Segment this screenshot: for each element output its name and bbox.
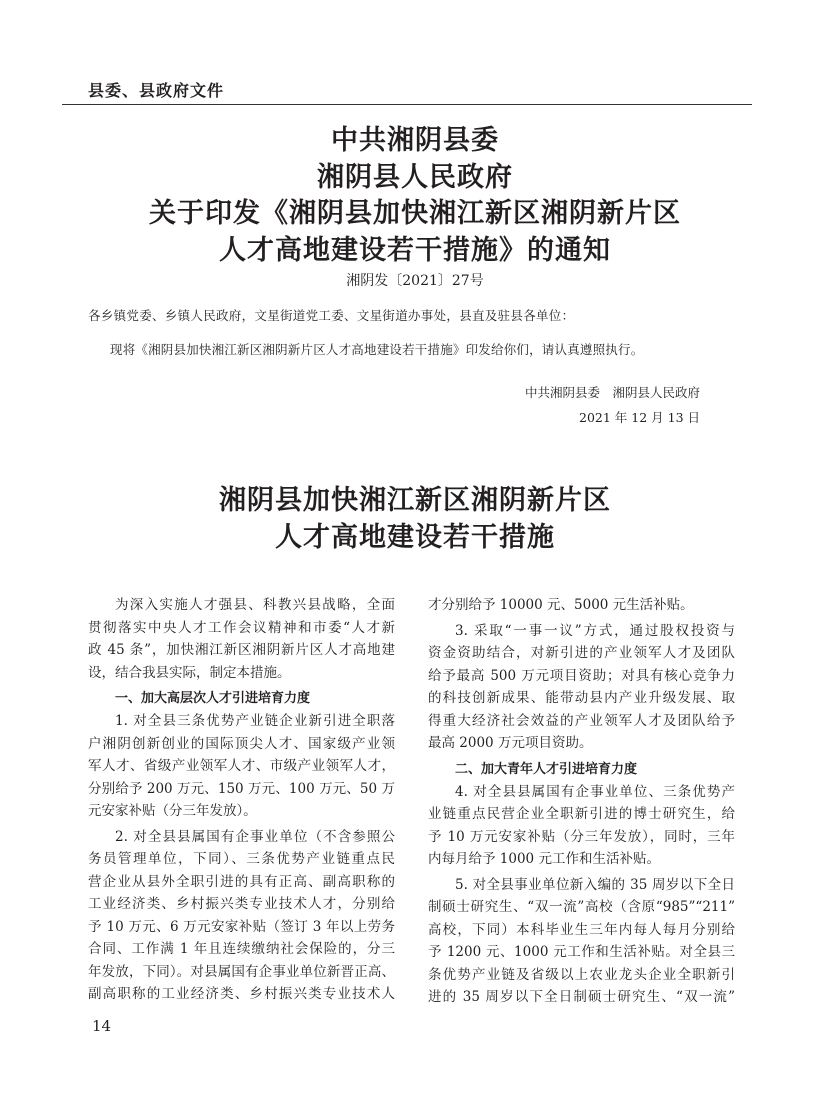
- paragraph-line: 户湘阴创新创业的国际顶尖人才、国家级产业领: [88, 735, 395, 752]
- issue-date: 2021 年 12 月 13 日: [579, 410, 700, 425]
- paragraph: [88, 826, 395, 1006]
- paragraph-line: 制硕士研究生、“双一流”高校（含原“985”“211”: [428, 899, 735, 915]
- paragraph: [428, 620, 735, 755]
- notice-title-line: 湘阴县人民政府: [317, 162, 513, 193]
- paragraph: [88, 594, 395, 684]
- measures-title-line: 湘阴县加快湘江新区湘阴新片区: [219, 485, 611, 516]
- paragraph-line: 工业经济类、乡村振兴类专业技术人才，分别给: [88, 896, 395, 912]
- paragraph-line: 年发放，下同）。对县属国有企事业单位新晋正高、: [88, 963, 395, 980]
- paragraph-line: 设，结合我县实际，制定本措施。: [88, 664, 291, 681]
- measures-title-line: 人才高地建设若干措施: [275, 522, 555, 553]
- text-column-left: [88, 594, 395, 1009]
- paragraph-line: 给予最高 500 万元项目资助；对具有核心竞争力: [428, 667, 735, 684]
- paragraph-line: 5. 对全县事业单位新入编的 35 周岁以下全日: [455, 876, 735, 893]
- notice-title-line: 人才高地建设若干措施》的通知: [219, 235, 611, 266]
- notice-title-line: 中共湘阴县委: [331, 125, 499, 156]
- paragraph-line: 军人才、省级产业领军人才、市级产业领军人才，: [88, 758, 395, 774]
- paragraph: [428, 781, 735, 871]
- paragraph-line: 得重大经济社会效益的产业领军人才及团队给予: [428, 712, 735, 729]
- paragraph-line: 的科技创新成果、能带动县内产业升级发展、取: [428, 690, 735, 706]
- text-column-right: [428, 594, 735, 1012]
- header-rule: [62, 104, 752, 105]
- paragraph-line: 最高 2000 万元项目资助。: [428, 735, 593, 751]
- notice-body: 现将《湘阴县加快湘江新区湘阴新片区人才高地建设若干措施》印发给你们，请认真遵照执行。: [110, 342, 644, 357]
- section-label: 县委、县政府文件: [88, 81, 225, 100]
- paragraph-line: 才分别给予 10000 元、5000 元生活补贴。: [428, 597, 694, 613]
- section-heading: 二、加大青年人才引进培育力度: [455, 761, 638, 777]
- document-number: 湘阴发〔2021〕27号: [346, 273, 484, 289]
- paragraph-line: 营企业从县外全职引进的具有正高、副高职称的: [88, 873, 395, 890]
- paragraph-line: 1. 对全县三条优势产业链企业新引进全职落: [115, 713, 395, 729]
- paragraph-line: 务员管理单位，下同）、三条优势产业链重点民: [88, 851, 395, 867]
- paragraph-line: 3. 采取“一事一议”方式，通过股权投资与: [455, 622, 735, 639]
- paragraph-line: 高校，下同）本科毕业生三年内每人每月分别给: [428, 921, 735, 938]
- paragraph-line: 副高职称的工业经济类、乡村振兴类专业技术人: [88, 986, 395, 1002]
- paragraph-line: 合同、工作满 1 年且连续缴纳社会保险的，分三: [88, 941, 395, 957]
- paragraph-line: 进的 35 周岁以下全日制硕士研究生、“双一流”: [428, 989, 735, 1005]
- paragraph-line: 分别给予 200 万元、150 万元、100 万元、50 万: [88, 780, 395, 797]
- paragraph-line: 4. 对全县县属国有企事业单位、三条优势产: [455, 783, 735, 800]
- paragraph: [428, 874, 735, 1009]
- notice-title-line: 关于印发《湘阴县加快湘江新区湘阴新片区: [149, 198, 681, 229]
- page-number: 14: [92, 1017, 112, 1035]
- paragraph-line: 2. 对全县县属国有企事业单位（不含参照公: [115, 828, 395, 845]
- paragraph: [428, 594, 735, 617]
- paragraph-line: 予 10 万元、6 万元安家补贴（签订 3 年以上劳务: [88, 918, 395, 935]
- paragraph-line: 条优势产业链及省级以上农业龙头企业全职新引: [428, 966, 735, 983]
- paragraph: [88, 710, 395, 823]
- paragraph-line: 予 10 万元安家补贴（分三年发放），同时，三年: [428, 828, 735, 845]
- paragraph-line: 内每月给予 1000 元工作和生活补贴。: [428, 851, 660, 867]
- recipients: 各乡镇党委、乡镇人民政府，文星街道党工委、文星街道办事处，县直及驻县各单位：: [88, 308, 575, 323]
- paragraph-line: 元安家补贴（分三年发放）。: [88, 803, 257, 819]
- paragraph-line: 资金资助结合，对新引进的产业领军人才及团队: [428, 645, 735, 661]
- paragraph-line: 予 1200 元、1000 元工作和生活补贴。对全县三: [428, 944, 735, 960]
- signers: 中共湘阴县委 湘阴县人民政府: [524, 385, 700, 400]
- section-heading: 一、加大高层次人才引进培育力度: [115, 691, 311, 706]
- paragraph-line: 政 45 条”，加快湘江新区湘阴新片区人才高地建: [88, 642, 395, 658]
- paragraph-line: 为深入实施人才强县、科教兴县战略，全面: [115, 597, 395, 613]
- paragraph-line: 贯彻落实中央人才工作会议精神和市委“人才新: [88, 619, 395, 636]
- paragraph-line: 业链重点民营企业全职新引进的博士研究生，给: [428, 806, 735, 822]
